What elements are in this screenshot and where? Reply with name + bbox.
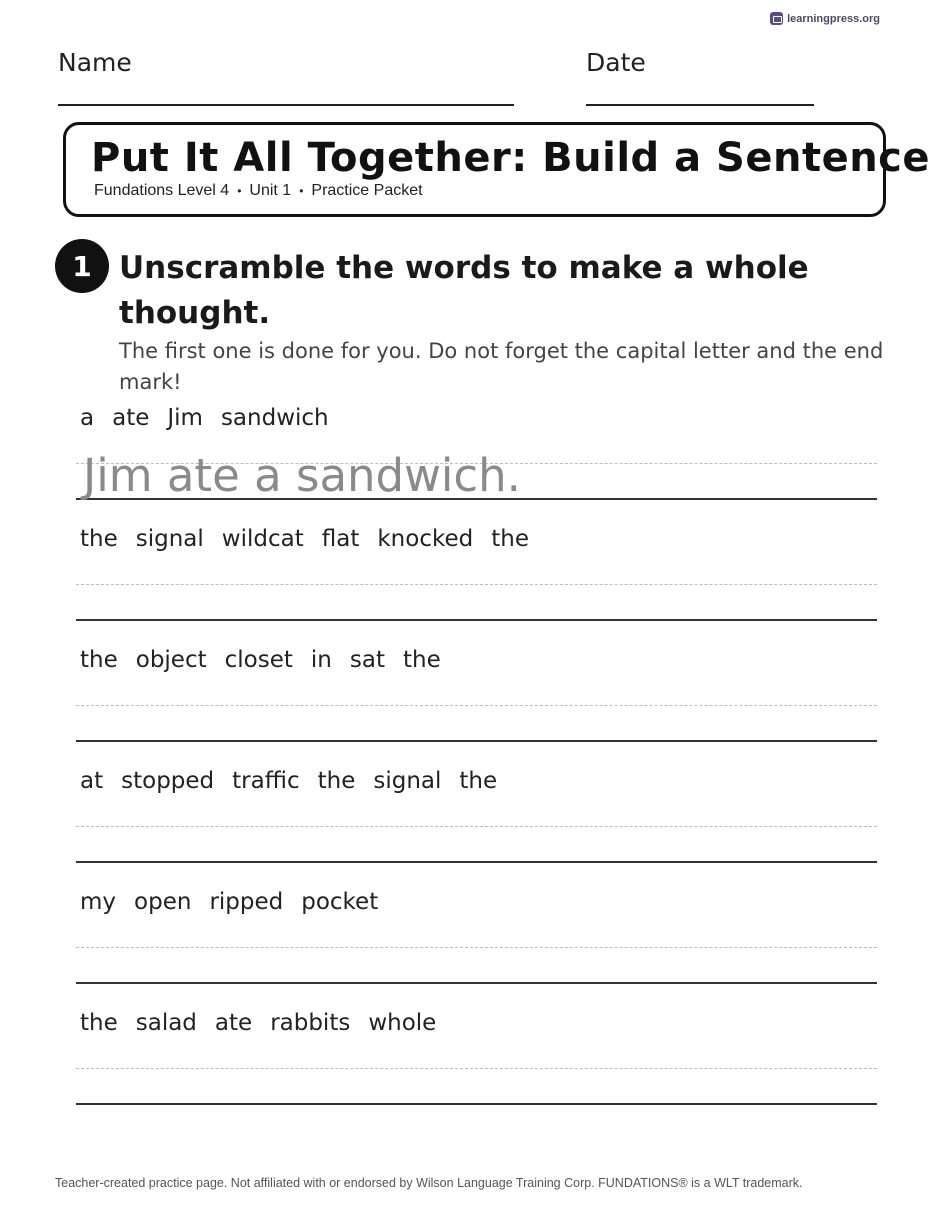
exercise-item bbox=[76, 405, 877, 520]
subtitle-packet: Practice Packet bbox=[311, 182, 423, 199]
date-label: Date bbox=[586, 48, 646, 77]
section-note: The first one is done for you. Do not forget the capital letter and the end mark! bbox=[119, 339, 884, 394]
scrambled-word: ate bbox=[112, 405, 150, 431]
scrambled-words bbox=[80, 1010, 436, 1036]
scrambled-word: in bbox=[310, 647, 332, 673]
writing-midline bbox=[76, 705, 877, 706]
scrambled-word: sandwich bbox=[220, 405, 329, 431]
section-instruction: Unscramble the words to make a whole thought. bbox=[119, 250, 809, 331]
scrambled-words bbox=[80, 526, 529, 552]
scrambled-word: pocket bbox=[301, 889, 379, 915]
title-box bbox=[63, 122, 931, 217]
scrambled-word: closet bbox=[224, 647, 293, 673]
scrambled-word: object bbox=[135, 647, 207, 673]
scrambled-word: rabbits bbox=[270, 1010, 351, 1036]
writing-baseline[interactable] bbox=[76, 1103, 877, 1105]
scrambled-word: knocked bbox=[377, 526, 474, 552]
exercise-item bbox=[76, 768, 877, 883]
writing-midline bbox=[76, 584, 877, 585]
subtitle-separator: • bbox=[299, 184, 304, 198]
writing-midline bbox=[76, 1068, 877, 1069]
book-icon bbox=[770, 12, 783, 25]
writing-baseline[interactable] bbox=[76, 982, 877, 984]
name-field[interactable] bbox=[58, 48, 132, 77]
scrambled-word: the bbox=[80, 1010, 118, 1036]
subtitle-unit: Unit 1 bbox=[249, 182, 292, 199]
section-number-badge: 1 bbox=[55, 239, 109, 293]
scrambled-word: Jim bbox=[167, 405, 203, 431]
writing-midline bbox=[76, 947, 877, 948]
subtitle-level: Fundations Level 4 bbox=[94, 182, 230, 199]
scrambled-word: signal bbox=[373, 768, 442, 794]
scrambled-word: flat bbox=[321, 526, 360, 552]
name-label: Name bbox=[58, 48, 132, 77]
footer-disclaimer: Teacher-created practice page. Not affiliated with or endorsed by Wilson Language Training Corp. FUNDATIONS® is a WLT trademark. bbox=[55, 1176, 803, 1190]
scrambled-words bbox=[80, 768, 497, 794]
site-logo[interactable] bbox=[770, 12, 880, 25]
exercise-item bbox=[76, 526, 877, 641]
page-title: Put It All Together: Build a Sentence bbox=[91, 135, 931, 181]
subtitle bbox=[94, 182, 423, 200]
scrambled-word: ate bbox=[214, 1010, 253, 1036]
scrambled-word: a bbox=[80, 405, 95, 431]
scrambled-word: traffic bbox=[232, 768, 300, 794]
exercise-item bbox=[76, 889, 877, 1004]
example-answer: Jim ate a sandwich. bbox=[83, 449, 521, 502]
scrambled-word: my bbox=[80, 889, 117, 915]
scrambled-words bbox=[80, 647, 441, 673]
scrambled-word: stopped bbox=[121, 768, 215, 794]
scrambled-word: the bbox=[402, 647, 441, 673]
scrambled-word: salad bbox=[135, 1010, 197, 1036]
scrambled-word: sat bbox=[349, 647, 385, 673]
scrambled-word: ripped bbox=[209, 889, 284, 915]
date-line bbox=[586, 104, 814, 106]
scrambled-words bbox=[80, 889, 378, 915]
writing-midline bbox=[76, 826, 877, 827]
scrambled-word: signal bbox=[135, 526, 204, 552]
scrambled-word: at bbox=[80, 768, 104, 794]
name-line bbox=[58, 104, 514, 106]
scrambled-word: the bbox=[491, 526, 529, 552]
scrambled-word: wildcat bbox=[221, 526, 304, 552]
writing-baseline[interactable] bbox=[76, 619, 877, 621]
exercise-item bbox=[76, 1010, 877, 1125]
scrambled-words bbox=[80, 405, 329, 431]
scrambled-word: the bbox=[459, 768, 498, 794]
scrambled-word: the bbox=[317, 768, 356, 794]
writing-baseline[interactable] bbox=[76, 861, 877, 863]
scrambled-word: the bbox=[80, 526, 118, 552]
scrambled-word: whole bbox=[368, 1010, 437, 1036]
scrambled-word: the bbox=[80, 647, 118, 673]
date-field[interactable] bbox=[586, 48, 646, 77]
writing-baseline[interactable] bbox=[76, 740, 877, 742]
scrambled-word: open bbox=[134, 889, 192, 915]
exercise-item bbox=[76, 647, 877, 762]
logo-text: learningpress.org bbox=[787, 12, 880, 25]
subtitle-separator: • bbox=[237, 184, 242, 198]
